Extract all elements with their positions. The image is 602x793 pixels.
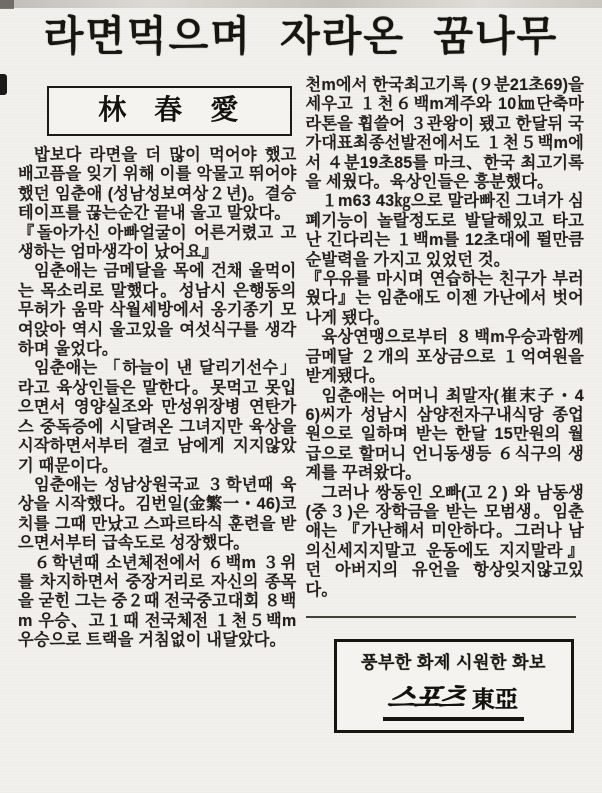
sports-donga-logo <box>383 676 523 721</box>
article-headline: 라면먹으며 자라온 꿈나무 <box>43 13 559 59</box>
article-columns <box>0 76 602 733</box>
paragraph: 임춘애는 어머니 최말자(崔末子・46)씨가 성남시 삼양전자구내식당 종업원으로 일하며 받는 한달 15만원의 월급으로 할머니 언니동생등 ６식구의 생계를 꾸려왔다。 <box>305 386 584 483</box>
right-column <box>306 76 585 733</box>
scan-artifact-left-mark <box>0 74 7 95</box>
sports-donga-ad-box <box>334 639 574 733</box>
paragraph: 천m에서 한국최고기록 (９분21초69)을 세우고 １천６백m계주와 10㎞단축마라톤을 휩쓸어 ３관왕이 됐고 한달뒤 국가대표최종선발전에서도 １천５백m에서 ４분19초85를 마크、한국 최고기록을 세웠다。육상인들은 흥분했다。 <box>305 76 584 192</box>
section-divider-rule <box>306 616 577 618</box>
paragraph: １m63 43㎏으로 말라빠진 그녀가 심폐기능이 놀랄정도로 발달해있고 타고난 긴다리는 １백m를 12초대에 뛸만큼 순발력을 가지고 있었던 것。 <box>305 192 584 269</box>
scan-artifact-top-band <box>0 0 602 8</box>
byline-name: 林 春 愛 <box>98 95 241 126</box>
scan-artifact-corner-smudge <box>0 0 14 9</box>
paragraph: 육상연맹으로부터 ８백m우승과함께 금메달 ２개의 포상금으로 １억여원을 받게됐다。 <box>305 328 584 386</box>
paragraph: ６학년때 소년체전에서 ６백m ３위를 차지하면서 중장거리로 자신의 종목을 굳힌 그는 중２때 전국중고대회 ８백m 우승、고１때 전국체전 １천５백m 우승으로 트랙을 거침없이 내달았다。 <box>18 553 297 650</box>
paragraph: 임춘애는 성남상원국교 ３학년때 육상을 시작했다。김번일(金繁一・46)코치를 그때 만났고 스파르타식 훈련을 받으면서부터 급속도로 성장했다。 <box>18 475 297 553</box>
ad-slogan: 풍부한 화제 시원한 화보 <box>361 652 546 672</box>
paragraph: 『우유를 마시며 연습하는 친구가 부러웠다』는 임춘애도 이젠 가난에서 벗어나게 됐다。 <box>305 270 584 327</box>
logo-korean-text: 스포츠 <box>385 682 468 713</box>
paragraph: 임춘애는 금메달을 목에 건채 울먹이는 목소리로 말했다。성남시 은행동의 무허가 움막 삭월세방에서 옹기종기 모여앉아 역시 울고있을 여섯식구를 생각하며 울었다。 <box>18 262 297 359</box>
byline-name-box <box>47 86 292 136</box>
paragraph: 밥보다 라면을 더 많이 먹어야 했고 배고픔을 잊기 위해 이를 악물고 뛰어야 했던 임춘애 (성남성보여상２년)。결승테이프를 끊는순간 끝내 울고 말았다。 <box>18 146 297 223</box>
left-column <box>18 76 297 733</box>
paragraph: 그러나 쌍동인 오빠(고２) 와 남동생(중３)은 장학금을 받는 모범생。임춘애는 『가난해서 미안하다。그러나 남의신세지지말고 운동에도 지지말라』던 아버지의 유언을 항상잊지않고있다。 <box>305 483 584 599</box>
paragraph: 임춘애는 「하늘이 낸 달리기선수」라고 육상인들은 말한다。못먹고 못입으면서 영양실조와 만성위장병 연탄가스 중독증에 시달려온 그녀지만 육상을 시작하면서부터 결코 남에게 지지않았기 때문이다。 <box>18 359 297 475</box>
paragraph: 『돌아가신 아빠얼굴이 어른거렸고 고생하는 엄마생각이 났어요』 <box>18 223 297 262</box>
logo-hanja-text: 東亞 <box>471 686 518 712</box>
